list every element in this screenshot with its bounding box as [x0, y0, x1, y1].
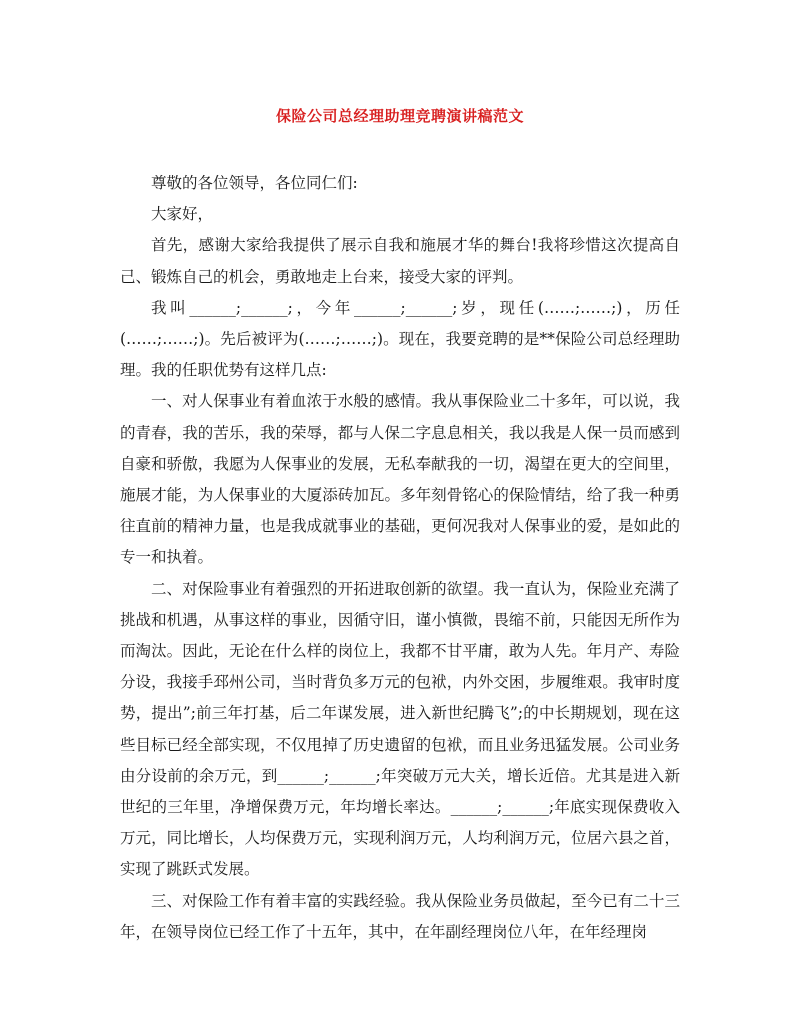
- greeting-line: 尊敬的各位领导，各位同仁们:: [151, 174, 358, 192]
- paragraph-point-one: 一、对人保事业有着血浓于水般的感情。我从事保险业二十多年，可以说，我的青春，我的苦乐，我的荣辱，都与人保二字息息相关，我以我是人保一员而感到自豪和骄傲，我愿为人保事业的发展，无私奉献我的一切，渴望在更大的空间里，施展才能，为人保事业的大厦添砖加瓦。多年刻骨铭心的保险情结，给了我一种勇往直前的精神力量，也是我成就事业的基础，更何况我对人保事业的爱，是如此的专一和执着。: [120, 392, 680, 567]
- paragraph-point-two: 二、对保险事业有着强烈的开拓进取创新的欲望。我一直认为，保险业充满了挑战和机遇，从事这样的事业，因循守旧，谨小慎微，畏缩不前，只能因无所作为而淘汰。因此，无论在什么样的岗位上，我都不甘平庸，敢为人先。年月产、寿险分设，我接手邳州公司，当时背负多万元的包袱，内外交困，步履维艰。我审时度势，提出”;前三年打基，后二年谋发展，进入新世纪腾飞”;的中长期规划，现在这些目标已经全部实现，不仅甩掉了历史遗留的包袱，而且业务迅猛发展。公司业务由分设前的余万元，到______;______;年突破万元大关，增长近倍。尤其是进入新世纪的三年里，净增保费万元，年均增长率达。______;______;年底实现保费收入万元，同比增长，人均保费万元，实现利润万元，人均利润万元，位居六县之首，实现了跳跃式发展。: [120, 579, 680, 879]
- paragraph-self-introduction: 我叫______;______;，今年______;______;岁，现任(……;……;)，历任(……;……;)。先后被评为(……;……;)。现在，我要竞聘的是**保险公司总经理助理。我的任职优势有这样几点:: [120, 298, 680, 380]
- document-body: [120, 168, 680, 948]
- document-title: 保险公司总经理助理竞聘演讲稿范文: [275, 107, 524, 125]
- paragraph-intro: 首先，感谢大家给我提供了展示自我和施展才华的舞台!我将珍惜这次提高自己、锻炼自己的机会，勇敢地走上台来，接受大家的评判。: [120, 236, 680, 286]
- paragraph-point-three: 三、对保险工作有着丰富的实践经验。我从保险业务员做起，至今已有二十三年，在领导岗位已经工作了十五年，其中，在年副经理岗位八年，在年经理岗: [120, 891, 680, 941]
- salutation-line: 大家好，: [151, 205, 214, 224]
